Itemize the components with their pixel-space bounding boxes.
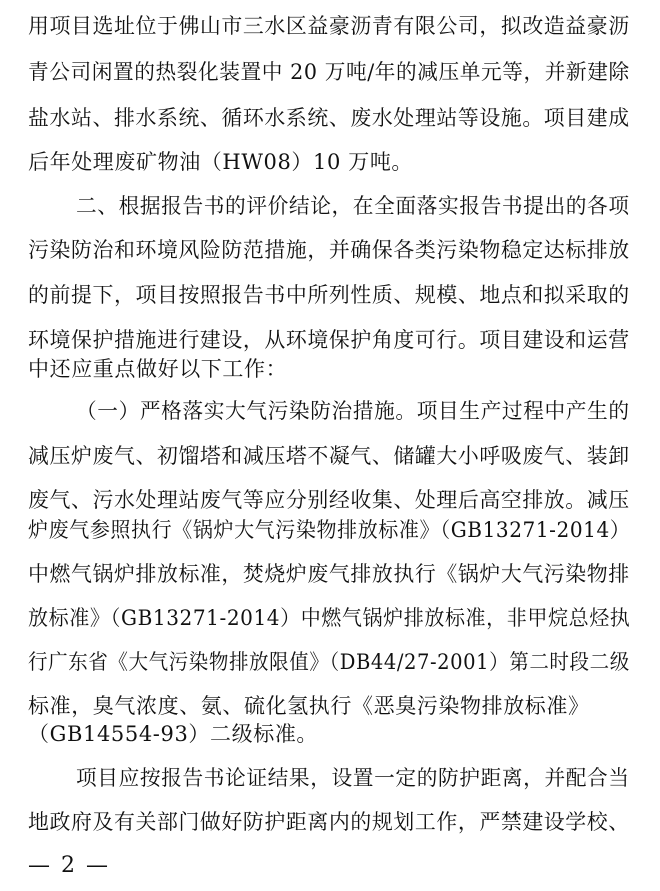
text-line: 行广东省《大气污染物排放限值》（DB44/27-2001）第二时段二级 xyxy=(28,650,630,674)
text-line: 用项目选址位于佛山市三水区益豪沥青有限公司，拟改造益豪沥 xyxy=(28,14,630,38)
text-line: 地政府及有关部门做好防护距离内的规划工作，严禁建设学校、 xyxy=(28,810,630,834)
text-line: 青公司闲置的热裂化装置中 20 万吨/年的减压单元等，并新建除 xyxy=(28,60,630,84)
text-line: 放标准》（GB13271-2014）中燃气锅炉排放标准，非甲烷总烃执 xyxy=(28,606,631,630)
text-line: 后年处理废矿物油（HW08）10 万吨。 xyxy=(28,150,414,174)
text-line: 二、根据报告书的评价结论，在全面落实报告书提出的各项 xyxy=(76,194,630,218)
text-line: 炉废气参照执行《锅炉大气污染物排放标准》（GB13271-2014） xyxy=(28,518,631,542)
text-line: 环境保护措施进行建设，从环境保护角度可行。项目建设和运营 xyxy=(28,328,630,352)
text-line: 中还应重点做好以下工作： xyxy=(28,357,288,381)
text-line: （一）严格落实大气污染防治措施。项目生产过程中产生的 xyxy=(76,399,630,423)
text-line: 盐水站、排水系统、循环水系统、废水处理站等设施。项目建成 xyxy=(28,106,630,130)
text-line: （GB14554-93）二级标准。 xyxy=(28,722,319,746)
text-line: 项目应按报告书论证结果，设置一定的防护距离，并配合当 xyxy=(76,766,630,790)
text-line: 标准，臭气浓度、氨、硫化氢执行《恶臭污染物排放标准》 xyxy=(28,694,590,718)
text-line: 减压炉废气、初馏塔和减压塔不凝气、储罐大小呼吸废气、装卸 xyxy=(28,444,630,468)
text-line: 废气、污水处理站废气等应分别经收集、处理后高空排放。减压 xyxy=(28,488,630,512)
text-line: 的前提下，项目按照报告书中所列性质、规模、地点和拟采取的 xyxy=(28,283,630,307)
page-number: — 2 — xyxy=(28,853,110,878)
text-line: 中燃气锅炉排放标准，焚烧炉废气排放执行《锅炉大气污染物排 xyxy=(28,562,630,586)
text-line: 污染防治和环境风险防范措施，并确保各类污染物稳定达标排放 xyxy=(28,238,630,262)
